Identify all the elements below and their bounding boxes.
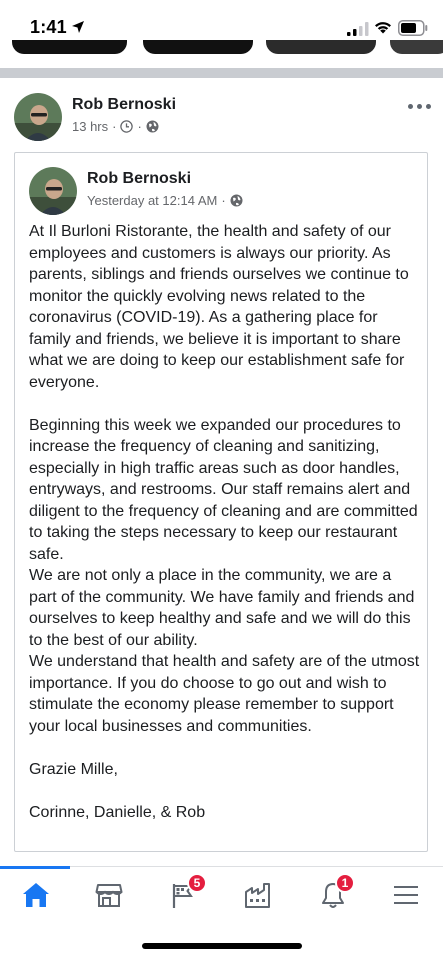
globe-icon[interactable] [146,120,159,133]
post-paragraph: We are not only a place in the community, we are a part of the community. We have family and friends and ourselves to keep healthy and safe and we will do this to the best of our ability. [29,567,415,649]
meta-separator: · [221,193,226,208]
story-thumbnail[interactable] [390,40,443,54]
post-meta [72,119,159,134]
globe-icon[interactable] [230,194,243,207]
bottom-tab-bar [0,866,443,922]
active-tab-indicator [0,866,70,869]
stories-strip[interactable] [0,40,443,70]
author-avatar[interactable] [14,93,62,141]
more-dots-icon [408,104,413,109]
profile-photo-icon [29,167,77,215]
post-paragraph: Beginning this week we expanded our procedures to increase the frequency of cleaning and sanitizing, especially in high traffic areas such as door handles, entryways, and restrooms. Our staff remains alert and diligent to the frequency of cleaning and are committed to taking the steps necessary to keep our restaurant safe. [29,416,418,563]
shared-author-avatar[interactable] [29,167,77,215]
menu-icon [391,880,421,910]
tab-pages[interactable] [163,875,203,915]
tab-menu[interactable] [386,875,426,915]
pages-badge: 5 [187,873,207,893]
meta-separator: · [112,119,117,134]
shared-post-timestamp[interactable]: Yesterday at 12:14 AM [87,193,218,208]
notifications-badge: 1 [335,873,355,893]
post-signature: Corinne, Danielle, & Rob [29,803,206,821]
post-signoff: Grazie Mille, [29,760,118,778]
tab-home[interactable] [16,875,56,915]
post-body [29,221,421,823]
shared-author-name[interactable]: Rob Bernoski [87,170,192,187]
story-thumbnail[interactable] [266,40,376,54]
tab-notifications[interactable] [313,875,353,915]
location-arrow-icon [71,20,85,34]
post-paragraph: We understand that health and safety are of the utmost importance. If you do choose to go out and wish to stimulate the economy please remember to support your local businesses and communities. [29,653,420,735]
shared-post-meta [87,193,243,208]
battery-icon [398,20,428,36]
groups-icon [243,880,273,910]
story-thumbnail[interactable] [143,40,253,54]
tab-groups[interactable] [238,875,278,915]
feed-divider [0,68,443,78]
home-indicator[interactable] [142,943,302,949]
clock-icon [120,120,133,133]
cellular-signal-icon [347,22,369,36]
more-dots-icon [417,104,422,109]
more-dots-icon [426,104,431,109]
post-time[interactable]: 13 hrs [72,119,109,134]
post-options-button[interactable] [404,98,434,114]
tab-marketplace[interactable] [89,875,129,915]
home-icon [21,880,51,910]
marketplace-icon [94,880,124,910]
wifi-icon [374,20,392,34]
post-paragraph: At Il Burloni Ristorante, the health and safety of our employees and customers is always our priority. As parents, siblings and friends ourselves we continue to monitor the quickly evolving news related to the coronavirus (COVID-19). As a gathering place for family and friends, we believe it is important to share what we are doing to keep our establishment safe for everyone. [29,223,409,391]
meta-separator: · [137,119,142,134]
story-thumbnail[interactable] [12,40,127,54]
profile-photo-icon [14,93,62,141]
shared-post-card[interactable] [14,152,428,852]
post-author-name[interactable]: Rob Bernoski [72,96,177,113]
status-time: 1:41 [30,17,67,37]
